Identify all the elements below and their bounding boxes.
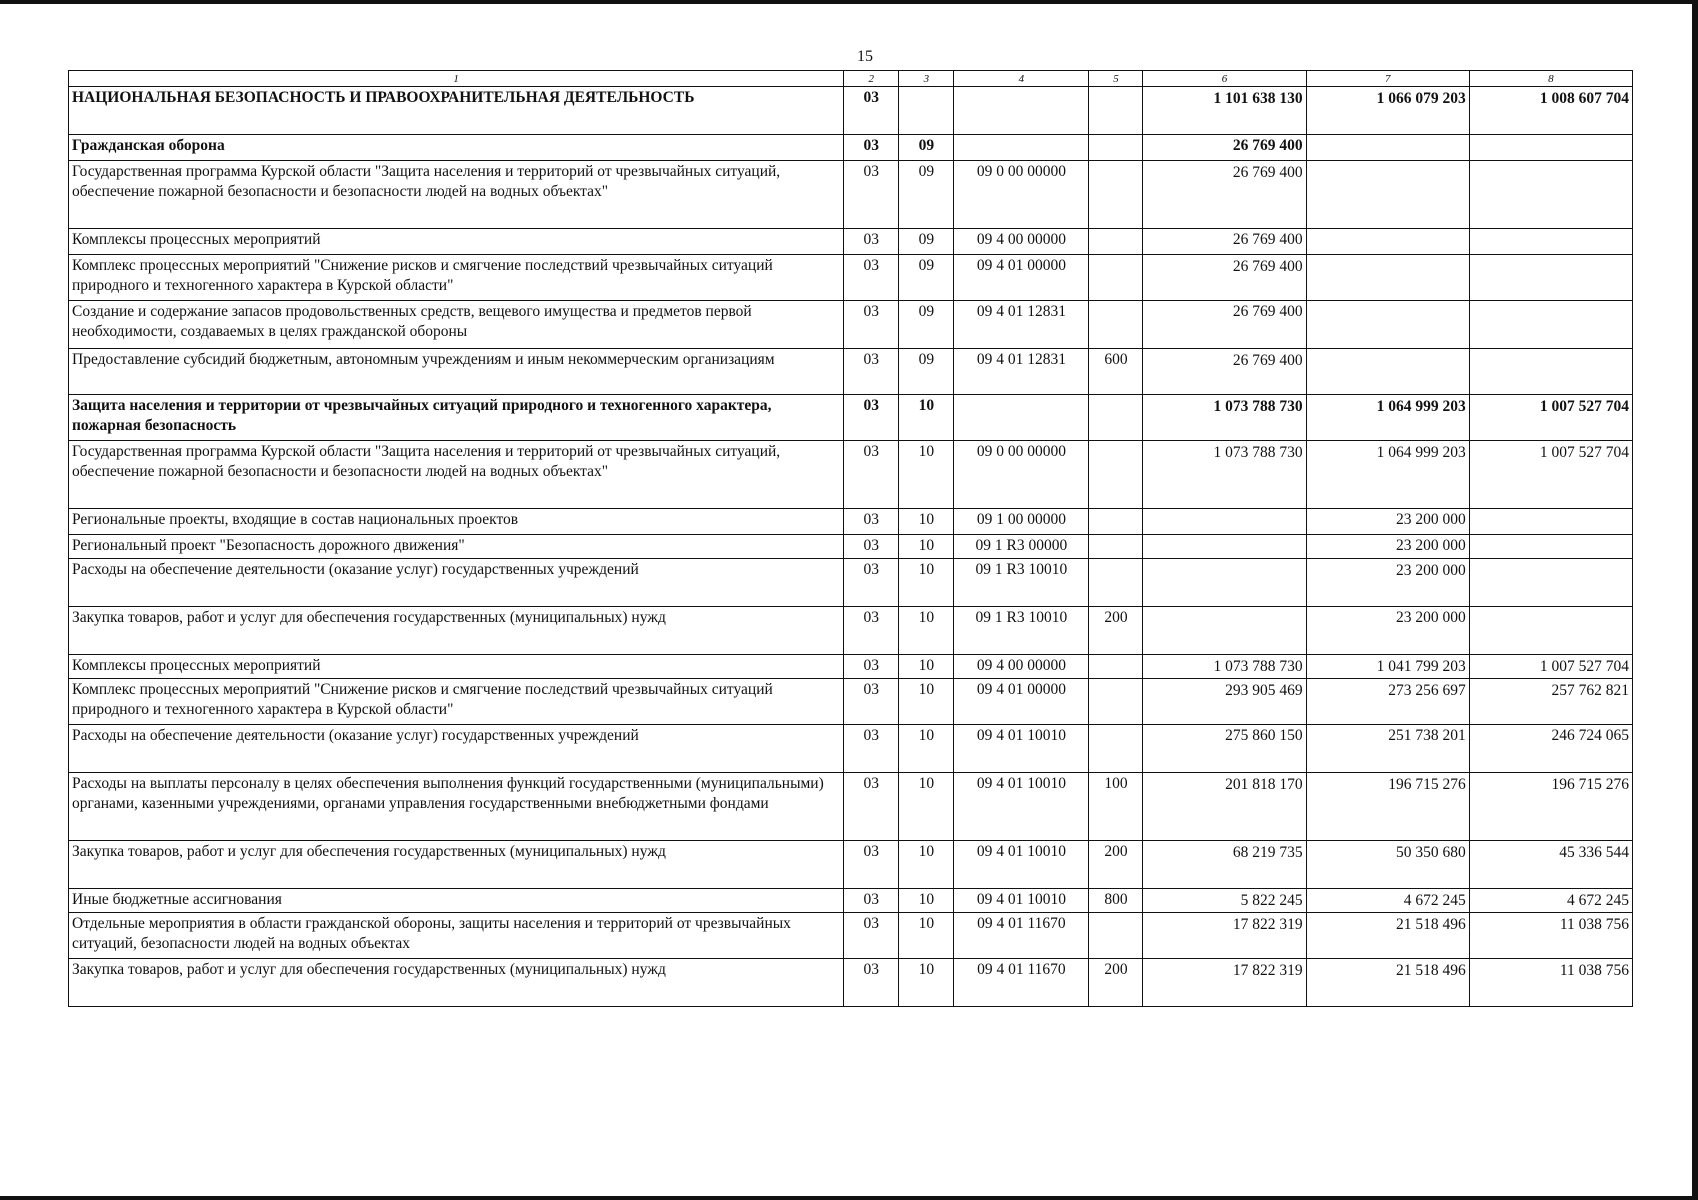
target-article-cell: 09 1 R3 10010 — [954, 559, 1089, 607]
expense-type-cell: 600 — [1089, 349, 1143, 395]
section-code-cell: 03 — [844, 655, 899, 679]
table-row — [69, 509, 1633, 535]
table-row — [69, 135, 1633, 161]
amount-col6-cell — [1143, 559, 1306, 607]
subsection-code-cell: 10 — [899, 725, 954, 773]
section-code-cell: 03 — [844, 509, 899, 535]
subsection-code-cell: 10 — [899, 607, 954, 655]
row-name-cell: Комплекс процессных мероприятий "Снижение рисков и смягчение последствий чрезвычайных ситуаций природного и техногенного характера в Курской области" — [69, 679, 844, 725]
section-code-cell: 03 — [844, 395, 899, 441]
table-row — [69, 161, 1633, 229]
section-code-cell: 03 — [844, 679, 899, 725]
amount-col8-cell: 1 008 607 704 — [1469, 87, 1632, 135]
amount-col6-cell: 26 769 400 — [1143, 349, 1306, 395]
amount-col8-cell — [1469, 301, 1632, 349]
row-name-cell: Комплексы процессных мероприятий — [69, 655, 844, 679]
amount-col8-cell: 1 007 527 704 — [1469, 655, 1632, 679]
target-article-cell: 09 1 R3 00000 — [954, 535, 1089, 559]
header-cell: 4 — [954, 71, 1089, 87]
row-name-cell: Защита населения и территории от чрезвычайных ситуаций природного и техногенного характера, пожарная безопасность — [69, 395, 844, 441]
amount-col6-cell: 17 822 319 — [1143, 959, 1306, 1007]
amount-col6-cell: 26 769 400 — [1143, 135, 1306, 161]
table-row — [69, 301, 1633, 349]
subsection-code-cell: 10 — [899, 509, 954, 535]
amount-col7-cell: 23 200 000 — [1306, 559, 1469, 607]
row-name-cell: Комплексы процессных мероприятий — [69, 229, 844, 255]
expense-type-cell: 200 — [1089, 959, 1143, 1007]
section-code-cell: 03 — [844, 87, 899, 135]
expense-type-cell: 800 — [1089, 889, 1143, 913]
subsection-code-cell: 10 — [899, 913, 954, 959]
target-article-cell: 09 4 01 00000 — [954, 679, 1089, 725]
amount-col7-cell: 23 200 000 — [1306, 535, 1469, 559]
expense-type-cell — [1089, 725, 1143, 773]
amount-col7-cell: 1 041 799 203 — [1306, 655, 1469, 679]
row-name-cell: Отдельные мероприятия в области гражданской обороны, защиты населения и территорий от чрезвычайных ситуаций, безопасности людей на водных объектах — [69, 913, 844, 959]
section-code-cell: 03 — [844, 535, 899, 559]
amount-col8-cell — [1469, 349, 1632, 395]
row-name-cell: Расходы на обеспечение деятельности (оказание услуг) государственных учреждений — [69, 559, 844, 607]
amount-col8-cell — [1469, 229, 1632, 255]
table-row — [69, 679, 1633, 725]
amount-col6-cell: 68 219 735 — [1143, 841, 1306, 889]
page-frame-bottom — [0, 1196, 1698, 1200]
row-name-cell: Комплекс процессных мероприятий "Снижение рисков и смягчение последствий чрезвычайных ситуаций природного и техногенного характера в Курской области" — [69, 255, 844, 301]
row-name-cell: Расходы на выплаты персоналу в целях обеспечения выполнения функций государственными (муниципальными) органами, казенными учреждениями, органами управления государственными внебюджетными фондами — [69, 773, 844, 841]
header-cell: 5 — [1089, 71, 1143, 87]
amount-col7-cell — [1306, 349, 1469, 395]
table-row — [69, 229, 1633, 255]
row-name-cell: Закупка товаров, работ и услуг для обеспечения государственных (муниципальных) нужд — [69, 959, 844, 1007]
table-row — [69, 255, 1633, 301]
header-cell: 1 — [69, 71, 844, 87]
table-row — [69, 441, 1633, 509]
target-article-cell — [954, 395, 1089, 441]
row-name-cell: Закупка товаров, работ и услуг для обеспечения государственных (муниципальных) нужд — [69, 607, 844, 655]
amount-col8-cell — [1469, 161, 1632, 229]
table-row — [69, 559, 1633, 607]
amount-col6-cell: 1 073 788 730 — [1143, 395, 1306, 441]
subsection-code-cell: 09 — [899, 301, 954, 349]
target-article-cell: 09 4 01 00000 — [954, 255, 1089, 301]
section-code-cell: 03 — [844, 841, 899, 889]
table-row — [69, 725, 1633, 773]
section-code-cell: 03 — [844, 349, 899, 395]
subsection-code-cell: 10 — [899, 889, 954, 913]
target-article-cell — [954, 87, 1089, 135]
subsection-code-cell: 10 — [899, 655, 954, 679]
subsection-code-cell: 10 — [899, 773, 954, 841]
amount-col7-cell: 196 715 276 — [1306, 773, 1469, 841]
expense-type-cell — [1089, 135, 1143, 161]
amount-col6-cell: 201 818 170 — [1143, 773, 1306, 841]
table-row — [69, 841, 1633, 889]
amount-col7-cell — [1306, 229, 1469, 255]
subsection-code-cell: 10 — [899, 395, 954, 441]
expense-type-cell — [1089, 301, 1143, 349]
expense-type-cell — [1089, 161, 1143, 229]
table-row — [69, 535, 1633, 559]
table-body — [69, 87, 1633, 1007]
table-row — [69, 889, 1633, 913]
expense-type-cell — [1089, 229, 1143, 255]
section-code-cell: 03 — [844, 773, 899, 841]
expense-type-cell — [1089, 441, 1143, 509]
row-name-cell: Региональный проект "Безопасность дорожного движения" — [69, 535, 844, 559]
table-row — [69, 349, 1633, 395]
target-article-cell: 09 4 01 10010 — [954, 773, 1089, 841]
row-name-cell: НАЦИОНАЛЬНАЯ БЕЗОПАСНОСТЬ И ПРАВООХРАНИТЕЛЬНАЯ ДЕЯТЕЛЬНОСТЬ — [69, 87, 844, 135]
amount-col6-cell: 26 769 400 — [1143, 255, 1306, 301]
amount-col7-cell: 1 064 999 203 — [1306, 441, 1469, 509]
expense-type-cell — [1089, 255, 1143, 301]
target-article-cell: 09 4 00 00000 — [954, 229, 1089, 255]
target-article-cell: 09 0 00 00000 — [954, 441, 1089, 509]
subsection-code-cell: 10 — [899, 559, 954, 607]
expense-type-cell — [1089, 87, 1143, 135]
target-article-cell: 09 1 R3 10010 — [954, 607, 1089, 655]
amount-col6-cell: 275 860 150 — [1143, 725, 1306, 773]
amount-col7-cell: 273 256 697 — [1306, 679, 1469, 725]
amount-col6-cell: 26 769 400 — [1143, 301, 1306, 349]
row-name-cell: Иные бюджетные ассигнования — [69, 889, 844, 913]
subsection-code-cell: 09 — [899, 135, 954, 161]
header-cell: 7 — [1306, 71, 1469, 87]
subsection-code-cell: 10 — [899, 679, 954, 725]
expense-type-cell: 100 — [1089, 773, 1143, 841]
row-name-cell: Региональные проекты, входящие в состав национальных проектов — [69, 509, 844, 535]
amount-col6-cell: 1 101 638 130 — [1143, 87, 1306, 135]
section-code-cell: 03 — [844, 959, 899, 1007]
target-article-cell: 09 4 01 10010 — [954, 725, 1089, 773]
table-row — [69, 395, 1633, 441]
amount-col8-cell: 257 762 821 — [1469, 679, 1632, 725]
subsection-code-cell: 09 — [899, 229, 954, 255]
section-code-cell: 03 — [844, 889, 899, 913]
amount-col8-cell: 1 007 527 704 — [1469, 395, 1632, 441]
table-row — [69, 655, 1633, 679]
amount-col8-cell: 45 336 544 — [1469, 841, 1632, 889]
amount-col8-cell — [1469, 135, 1632, 161]
amount-col8-cell — [1469, 607, 1632, 655]
amount-col6-cell — [1143, 535, 1306, 559]
amount-col8-cell: 11 038 756 — [1469, 959, 1632, 1007]
amount-col7-cell: 23 200 000 — [1306, 607, 1469, 655]
header-cell: 3 — [899, 71, 954, 87]
amount-col8-cell — [1469, 509, 1632, 535]
amount-col6-cell — [1143, 607, 1306, 655]
amount-col7-cell: 4 672 245 — [1306, 889, 1469, 913]
amount-col8-cell: 1 007 527 704 — [1469, 441, 1632, 509]
amount-col7-cell: 1 064 999 203 — [1306, 395, 1469, 441]
amount-col8-cell: 11 038 756 — [1469, 913, 1632, 959]
expense-type-cell: 200 — [1089, 607, 1143, 655]
amount-col7-cell: 21 518 496 — [1306, 959, 1469, 1007]
row-name-cell: Гражданская оборона — [69, 135, 844, 161]
subsection-code-cell: 10 — [899, 441, 954, 509]
amount-col7-cell — [1306, 135, 1469, 161]
amount-col6-cell — [1143, 509, 1306, 535]
section-code-cell: 03 — [844, 441, 899, 509]
table-row — [69, 773, 1633, 841]
subsection-code-cell: 10 — [899, 841, 954, 889]
amount-col8-cell — [1469, 255, 1632, 301]
expense-type-cell — [1089, 509, 1143, 535]
header-row — [69, 71, 1633, 87]
subsection-code-cell: 10 — [899, 959, 954, 1007]
expense-type-cell — [1089, 679, 1143, 725]
target-article-cell: 09 4 00 00000 — [954, 655, 1089, 679]
budget-table — [68, 70, 1633, 1007]
expense-type-cell — [1089, 913, 1143, 959]
amount-col6-cell: 17 822 319 — [1143, 913, 1306, 959]
amount-col8-cell: 196 715 276 — [1469, 773, 1632, 841]
amount-col7-cell: 21 518 496 — [1306, 913, 1469, 959]
page-number: 15 — [857, 48, 873, 65]
expense-type-cell — [1089, 559, 1143, 607]
expense-type-cell — [1089, 655, 1143, 679]
subsection-code-cell — [899, 87, 954, 135]
amount-col6-cell: 26 769 400 — [1143, 161, 1306, 229]
table-row — [69, 87, 1633, 135]
target-article-cell: 09 4 01 10010 — [954, 841, 1089, 889]
table-row — [69, 959, 1633, 1007]
subsection-code-cell: 09 — [899, 349, 954, 395]
target-article-cell: 09 4 01 10010 — [954, 889, 1089, 913]
subsection-code-cell: 09 — [899, 255, 954, 301]
row-name-cell: Государственная программа Курской области "Защита населения и территорий от чрезвычайных ситуаций, обеспечение пожарной безопасности и безопасности людей на водных объектах" — [69, 161, 844, 229]
expense-type-cell — [1089, 535, 1143, 559]
page-frame-top — [0, 0, 1698, 4]
row-name-cell: Закупка товаров, работ и услуг для обеспечения государственных (муниципальных) нужд — [69, 841, 844, 889]
amount-col8-cell: 4 672 245 — [1469, 889, 1632, 913]
subsection-code-cell: 10 — [899, 535, 954, 559]
target-article-cell: 09 4 01 11670 — [954, 913, 1089, 959]
amount-col7-cell — [1306, 255, 1469, 301]
row-name-cell: Создание и содержание запасов продовольственных средств, вещевого имущества и предметов первой необходимости, создаваемых в целях гражданской обороны — [69, 301, 844, 349]
target-article-cell: 09 4 01 11670 — [954, 959, 1089, 1007]
target-article-cell: 09 4 01 12831 — [954, 301, 1089, 349]
header-cell: 6 — [1143, 71, 1306, 87]
amount-col7-cell — [1306, 301, 1469, 349]
section-code-cell: 03 — [844, 725, 899, 773]
amount-col8-cell: 246 724 065 — [1469, 725, 1632, 773]
amount-col6-cell: 293 905 469 — [1143, 679, 1306, 725]
amount-col8-cell — [1469, 559, 1632, 607]
target-article-cell: 09 0 00 00000 — [954, 161, 1089, 229]
amount-col7-cell: 23 200 000 — [1306, 509, 1469, 535]
section-code-cell: 03 — [844, 607, 899, 655]
table-row — [69, 607, 1633, 655]
amount-col8-cell — [1469, 535, 1632, 559]
row-name-cell: Предоставление субсидий бюджетным, автономным учреждениям и иным некоммерческим организациям — [69, 349, 844, 395]
section-code-cell: 03 — [844, 913, 899, 959]
table-row — [69, 913, 1633, 959]
target-article-cell: 09 4 01 12831 — [954, 349, 1089, 395]
subsection-code-cell: 09 — [899, 161, 954, 229]
target-article-cell: 09 1 00 00000 — [954, 509, 1089, 535]
target-article-cell — [954, 135, 1089, 161]
section-code-cell: 03 — [844, 301, 899, 349]
section-code-cell: 03 — [844, 255, 899, 301]
amount-col6-cell: 1 073 788 730 — [1143, 655, 1306, 679]
amount-col6-cell: 26 769 400 — [1143, 229, 1306, 255]
section-code-cell: 03 — [844, 161, 899, 229]
amount-col7-cell: 1 066 079 203 — [1306, 87, 1469, 135]
expense-type-cell: 200 — [1089, 841, 1143, 889]
header-cell: 8 — [1469, 71, 1632, 87]
row-name-cell: Расходы на обеспечение деятельности (оказание услуг) государственных учреждений — [69, 725, 844, 773]
section-code-cell: 03 — [844, 229, 899, 255]
expense-type-cell — [1089, 395, 1143, 441]
header-cell: 2 — [844, 71, 899, 87]
amount-col6-cell: 1 073 788 730 — [1143, 441, 1306, 509]
amount-col7-cell: 251 738 201 — [1306, 725, 1469, 773]
amount-col7-cell: 50 350 680 — [1306, 841, 1469, 889]
section-code-cell: 03 — [844, 559, 899, 607]
section-code-cell: 03 — [844, 135, 899, 161]
amount-col6-cell: 5 822 245 — [1143, 889, 1306, 913]
row-name-cell: Государственная программа Курской области "Защита населения и территорий от чрезвычайных ситуаций, обеспечение пожарной безопасности и безопасности людей на водных объектах" — [69, 441, 844, 509]
amount-col7-cell — [1306, 161, 1469, 229]
page-frame-right — [1692, 0, 1698, 1200]
